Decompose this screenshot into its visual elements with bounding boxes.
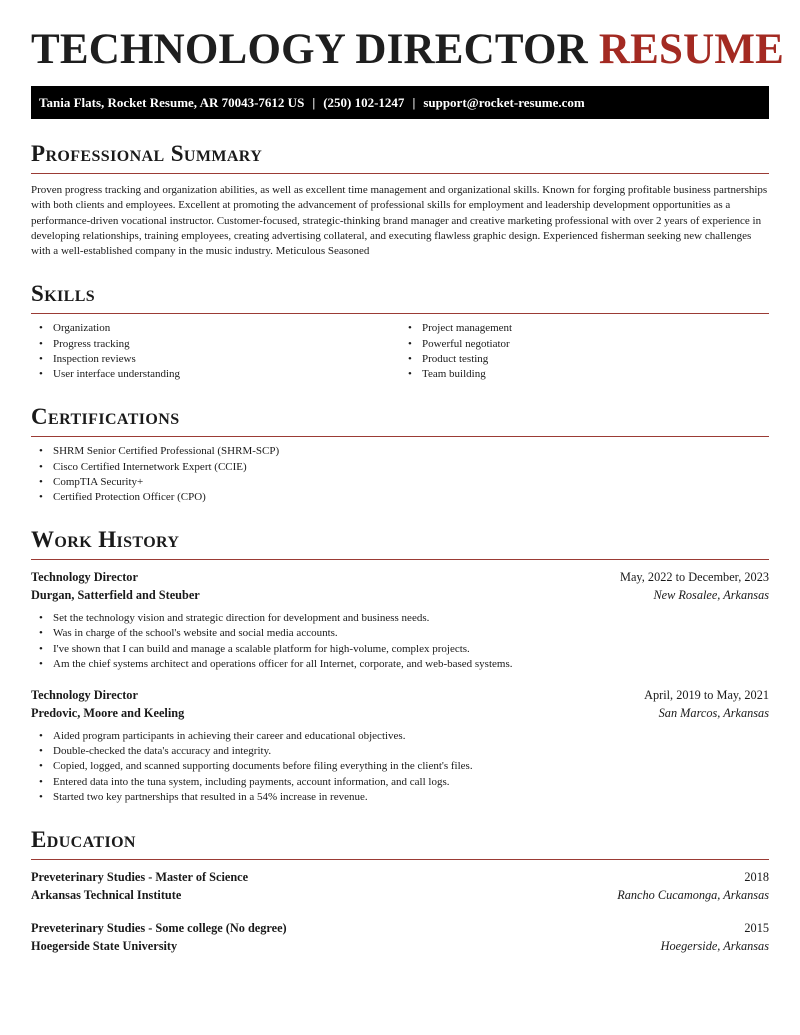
section-title-skills: Skills bbox=[31, 281, 96, 307]
contact-email[interactable]: support@rocket-resume.com bbox=[423, 94, 585, 110]
skill-item: • Project management bbox=[422, 321, 769, 336]
job-bullet: • Am the chief systems architect and operations officer for all Internet, corporate, and web-based systems. bbox=[53, 657, 769, 672]
section-title-summary: Professional Summary bbox=[31, 141, 263, 166]
education-year: 2018 bbox=[744, 869, 769, 884]
job-bullet: • Started two key partnerships that resulted in a 54% increase in revenue. bbox=[53, 790, 769, 805]
contact-separator: | bbox=[312, 94, 316, 110]
job-bullets bbox=[31, 729, 769, 805]
job-bullet: • I've shown that I can build and manage a scalable platform for high-volume, complex projects. bbox=[53, 642, 769, 657]
education-header-row bbox=[31, 868, 769, 886]
skill-item: • Organization bbox=[53, 321, 400, 336]
contact-bar bbox=[31, 86, 769, 119]
skill-item: • Product testing bbox=[422, 352, 769, 367]
job-bullet: • Double-checked the data's accuracy and integrity. bbox=[53, 744, 769, 759]
education-degree: Preveterinary Studies - Master of Science bbox=[31, 869, 249, 884]
contact-separator: | bbox=[412, 94, 416, 110]
job-company: Durgan, Satterfield and Steuber bbox=[31, 588, 200, 603]
skill-item: • Team building bbox=[422, 367, 769, 382]
skill-item: • Progress tracking bbox=[53, 337, 400, 352]
job-title: Technology Director bbox=[31, 687, 138, 702]
section-divider bbox=[31, 436, 769, 437]
job-location: New Rosalee, Arkansas bbox=[653, 588, 769, 603]
contact-phone: (250) 102-1247 bbox=[323, 94, 405, 110]
skills-column-left bbox=[31, 314, 400, 382]
job-dates: May, 2022 to December, 2023 bbox=[620, 570, 769, 585]
title-main: TECHNOLOGY DIRECTOR bbox=[31, 26, 588, 73]
job-company-row bbox=[31, 586, 769, 604]
skill-item: • Inspection reviews bbox=[53, 352, 400, 367]
certification-item: • Cisco Certified Internetwork Expert (CCIE) bbox=[53, 460, 769, 475]
job-company: Predovic, Moore and Keeling bbox=[31, 705, 185, 720]
section-divider bbox=[31, 173, 769, 174]
section-title-work-history: Work History bbox=[31, 527, 180, 553]
education-location: Rancho Cucamonga, Arkansas bbox=[617, 887, 769, 902]
skills-list bbox=[31, 314, 769, 382]
skill-item: • User interface understanding bbox=[53, 367, 400, 382]
job-bullet: • Copied, logged, and scanned supporting documents before filing everything in the client's files. bbox=[53, 759, 769, 774]
job-entry bbox=[31, 686, 769, 805]
contact-address: Tania Flats, Rocket Resume, AR 70043-7612 US bbox=[39, 94, 305, 110]
job-title: Technology Director bbox=[31, 570, 138, 585]
education-school-row bbox=[31, 886, 769, 904]
education-degree: Preveterinary Studies - Some college (No degree) bbox=[31, 920, 287, 935]
title-accent: RESUME bbox=[598, 26, 785, 73]
education-header-row bbox=[31, 919, 769, 937]
job-entry bbox=[31, 568, 769, 672]
certification-item: • CompTIA Security+ bbox=[53, 475, 769, 490]
section-title-education: Education bbox=[31, 826, 136, 852]
resume-title bbox=[31, 0, 785, 86]
education-entry bbox=[31, 919, 769, 955]
job-bullet: • Entered data into the tuna system, including payments, account information, and call logs. bbox=[53, 775, 769, 790]
job-location: San Marcos, Arkansas bbox=[658, 705, 769, 720]
certification-item: • SHRM Senior Certified Professional (SHRM-SCP) bbox=[53, 444, 769, 459]
certifications-list bbox=[31, 444, 769, 505]
job-header-row bbox=[31, 686, 769, 704]
job-bullet: • Aided program participants in achieving their career and educational objectives. bbox=[53, 729, 769, 744]
job-bullet: • Set the technology vision and strategic direction for development and business needs. bbox=[53, 611, 769, 626]
education-school: Hoegerside State University bbox=[31, 938, 178, 953]
summary-text: Proven progress tracking and organization abilities, as well as excellent time management and organizational skills. Known for forging profitable business partnerships with both clients and employees. Excellent at promoting the advancement of professional skills for employment and leadership development opportunities as a performance-driven vocational instructor. Customer-focused, strategic-thinking brand manager and creative marketing professional with over 2 years of experience in developing relationships, training employees, creating advertising collateral, and executing flawless graphic design. Experienced fisherman seeking new challenges with a well-established company in the music industry. Meticulous Seasoned bbox=[31, 184, 768, 258]
education-school-row bbox=[31, 937, 769, 955]
section-divider bbox=[31, 559, 769, 560]
section-title-certifications: Certifications bbox=[31, 404, 180, 430]
job-bullet: • Was in charge of the school's website and social media accounts. bbox=[53, 626, 769, 641]
education-entry bbox=[31, 868, 769, 904]
education-year: 2015 bbox=[744, 920, 769, 935]
job-dates: April, 2019 to May, 2021 bbox=[644, 687, 769, 702]
job-bullets bbox=[31, 611, 769, 672]
education-location: Hoegerside, Arkansas bbox=[660, 938, 769, 953]
job-company-row bbox=[31, 704, 769, 722]
skills-column-right bbox=[400, 314, 769, 382]
education-school: Arkansas Technical Institute bbox=[31, 887, 182, 902]
section-divider bbox=[31, 859, 769, 860]
skill-item: • Powerful negotiator bbox=[422, 337, 769, 352]
certification-item: • Certified Protection Officer (CPO) bbox=[53, 490, 769, 505]
job-header-row bbox=[31, 568, 769, 586]
